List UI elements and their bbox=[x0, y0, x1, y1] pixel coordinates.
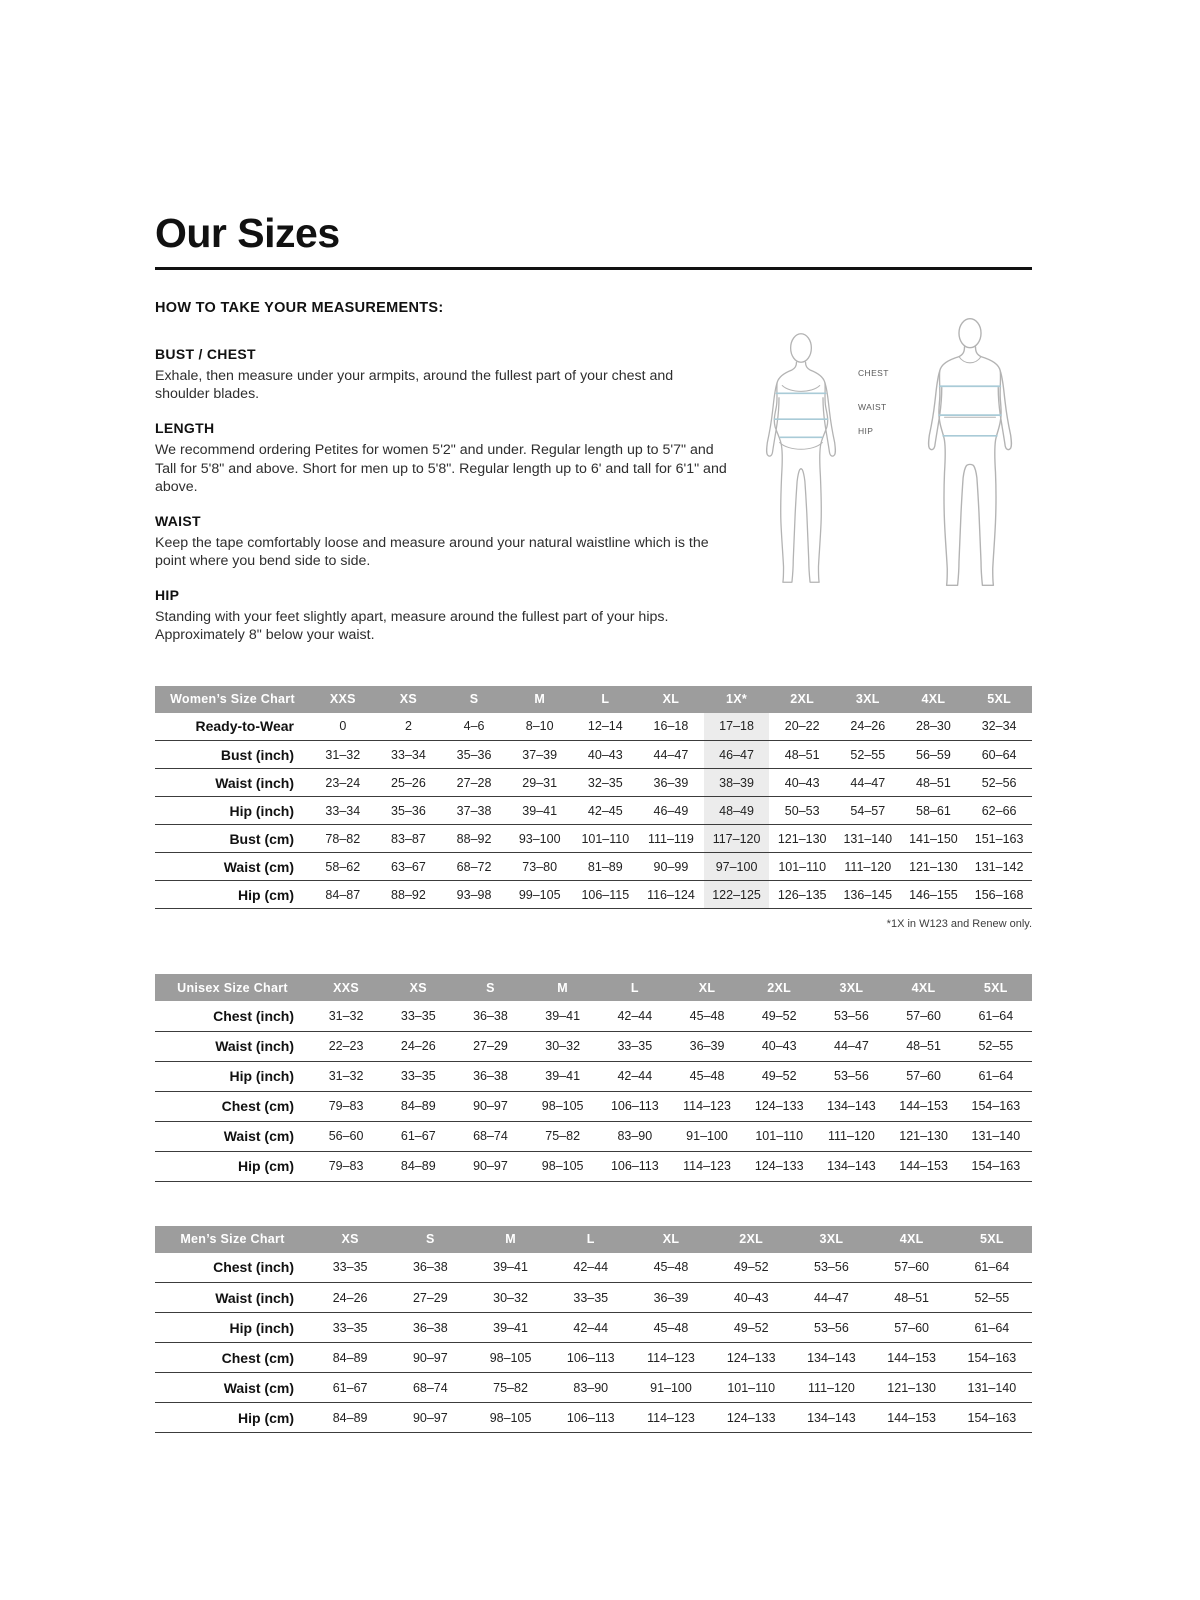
size-column-header: XS bbox=[376, 686, 442, 713]
row-label: Chest (cm) bbox=[221, 1098, 294, 1115]
size-cell: 53–56 bbox=[814, 1260, 849, 1275]
instruction-heading: BUST / CHEST bbox=[155, 346, 256, 362]
size-cell: 45–48 bbox=[689, 1008, 725, 1023]
size-cell: 48–51 bbox=[906, 1039, 941, 1054]
size-cell: 88–92 bbox=[391, 887, 426, 902]
size-cell: 42–44 bbox=[573, 1320, 609, 1335]
size-cell: 61–64 bbox=[974, 1320, 1010, 1335]
size-cell: 52–55 bbox=[974, 1290, 1010, 1305]
table-row bbox=[155, 1001, 1032, 1031]
table-row bbox=[155, 825, 1032, 853]
size-column-header: 4XL bbox=[888, 974, 960, 1001]
table-header-row bbox=[155, 1226, 1032, 1253]
size-column-header: L bbox=[551, 1226, 631, 1253]
instruction-body: We recommend ordering Petites for women 5'2" and under. Regular length up to 5'7" and Tall for 5'8" and above. Short for men up to 5'8". Regular length up to 6' and tall for 6'1" and above. bbox=[155, 442, 727, 495]
size-cell: 52–56 bbox=[981, 775, 1017, 790]
instruction-bust-chest bbox=[155, 346, 730, 403]
size-cell: 8–10 bbox=[525, 719, 554, 734]
size-cell: 36–39 bbox=[653, 1290, 689, 1305]
row-label: Hip (cm) bbox=[238, 1158, 294, 1175]
size-cell: 91–100 bbox=[686, 1129, 728, 1144]
row-label: Waist (inch) bbox=[215, 1289, 294, 1306]
size-cell: 40–43 bbox=[587, 747, 623, 762]
size-cell: 90–97 bbox=[412, 1410, 448, 1425]
size-cell: 154–163 bbox=[971, 1099, 1021, 1114]
size-cell: 106–113 bbox=[566, 1350, 615, 1365]
size-cell: 33–35 bbox=[573, 1290, 609, 1305]
size-cell: 36–38 bbox=[412, 1320, 448, 1335]
womens-size-table bbox=[155, 686, 1032, 910]
size-column-header: 4XL bbox=[872, 1226, 952, 1253]
table-row bbox=[155, 797, 1032, 825]
size-column-header: L bbox=[599, 974, 671, 1001]
size-cell: 39–41 bbox=[522, 803, 558, 818]
instruction-waist bbox=[155, 513, 730, 570]
size-cell: 12–14 bbox=[587, 719, 623, 734]
size-cell: 114–123 bbox=[647, 1410, 695, 1425]
size-cell: 99–105 bbox=[518, 887, 561, 902]
size-cell: 61–67 bbox=[332, 1380, 368, 1395]
instruction-body: Standing with your feet slightly apart, measure around the fullest part of your hips. Approximately 8" below your waist. bbox=[155, 609, 669, 644]
size-cell: 30–32 bbox=[545, 1039, 581, 1054]
chest-line-label: CHEST bbox=[858, 368, 889, 378]
size-column-header: 5XL bbox=[952, 1226, 1032, 1253]
row-label: Ready-to-Wear bbox=[195, 718, 294, 735]
size-column-header: S bbox=[441, 686, 507, 713]
size-cell: 32–34 bbox=[981, 719, 1017, 734]
instructions-heading: HOW TO TAKE YOUR MEASUREMENTS: bbox=[155, 300, 444, 316]
womens-size-chart-section bbox=[155, 686, 1032, 931]
size-column-header: 4XL bbox=[901, 686, 967, 713]
size-cell: 124–133 bbox=[754, 1099, 804, 1114]
table-row bbox=[155, 1151, 1032, 1181]
size-cell: 58–61 bbox=[916, 803, 951, 818]
size-cell: 24–26 bbox=[332, 1290, 368, 1305]
table-row bbox=[155, 713, 1032, 741]
size-cell: 78–82 bbox=[325, 831, 361, 846]
size-cell: 31–32 bbox=[328, 1069, 364, 1084]
size-cell: 98–105 bbox=[489, 1350, 532, 1365]
row-label: Chest (cm) bbox=[221, 1349, 294, 1366]
size-cell: 144–153 bbox=[887, 1350, 936, 1365]
size-column-header: XL bbox=[631, 1226, 711, 1253]
row-label: Hip (cm) bbox=[238, 886, 294, 903]
size-cell: 52–55 bbox=[978, 1039, 1014, 1054]
size-cell: 141–150 bbox=[909, 831, 958, 846]
size-cell: 33–34 bbox=[391, 747, 426, 762]
page-title: Our Sizes bbox=[155, 210, 340, 256]
size-cell: 48–51 bbox=[916, 775, 951, 790]
size-cell: 131–140 bbox=[843, 831, 893, 846]
mens-size-chart-section bbox=[155, 1226, 1032, 1434]
size-cell: 57–60 bbox=[894, 1260, 930, 1275]
size-cell: 36–38 bbox=[412, 1260, 448, 1275]
size-cell: 33–34 bbox=[325, 803, 361, 818]
size-column-header: 3XL bbox=[815, 974, 887, 1001]
instruction-length bbox=[155, 420, 730, 496]
row-label: Waist (inch) bbox=[215, 1038, 294, 1055]
size-cell: 98–105 bbox=[541, 1099, 584, 1114]
size-cell: 156–168 bbox=[974, 887, 1024, 902]
size-cell: 93–100 bbox=[518, 831, 561, 846]
size-cell: 84–89 bbox=[400, 1159, 436, 1174]
size-cell: 114–123 bbox=[683, 1159, 731, 1174]
size-cell: 121–130 bbox=[909, 859, 958, 874]
size-cell: 84–89 bbox=[332, 1350, 368, 1365]
size-cell: 121–130 bbox=[899, 1129, 948, 1144]
size-cell: 28–30 bbox=[916, 719, 951, 734]
size-cell: 57–60 bbox=[894, 1320, 930, 1335]
size-cell: 90–97 bbox=[473, 1159, 508, 1174]
size-cell: 39–41 bbox=[545, 1069, 581, 1084]
size-cell: 29–31 bbox=[522, 775, 558, 790]
size-column-header: M bbox=[470, 1226, 550, 1253]
size-cell: 40–43 bbox=[761, 1039, 797, 1054]
size-cell: 39–41 bbox=[545, 1008, 581, 1023]
row-label: Hip (inch) bbox=[229, 1319, 294, 1336]
unisex-size-chart-section bbox=[155, 974, 1032, 1182]
size-cell: 35–36 bbox=[456, 747, 492, 762]
size-cell: 111–120 bbox=[844, 859, 892, 874]
size-cell: 2 bbox=[404, 719, 412, 734]
size-cell: 36–38 bbox=[473, 1008, 508, 1023]
size-cell: 83–87 bbox=[391, 831, 426, 846]
size-cell: 35–36 bbox=[391, 803, 426, 818]
size-cell: 79–83 bbox=[328, 1099, 364, 1114]
size-cell: 134–143 bbox=[827, 1099, 876, 1114]
size-cell: 154–163 bbox=[967, 1410, 1017, 1425]
size-cell: 40–43 bbox=[733, 1290, 769, 1305]
size-column-header: L bbox=[573, 686, 639, 713]
size-cell: 144–153 bbox=[899, 1159, 948, 1174]
size-cell: 56–60 bbox=[328, 1129, 364, 1144]
size-cell: 39–41 bbox=[493, 1260, 528, 1275]
row-label: Waist (cm) bbox=[223, 1379, 294, 1396]
size-cell: 136–145 bbox=[843, 887, 893, 902]
size-cell: 121–130 bbox=[887, 1380, 936, 1395]
size-cell: 98–105 bbox=[541, 1159, 584, 1174]
title-divider bbox=[155, 267, 1032, 270]
size-column-header: XS bbox=[310, 1226, 390, 1253]
table-row bbox=[155, 1121, 1032, 1151]
size-cell: 53–56 bbox=[834, 1069, 869, 1084]
size-cell: 33–35 bbox=[400, 1069, 436, 1084]
figure-measure-labels bbox=[856, 288, 908, 628]
size-column-header: 3XL bbox=[791, 1226, 871, 1253]
table-title: Unisex Size Chart bbox=[155, 974, 310, 1001]
size-cell: 117–120 bbox=[704, 825, 770, 853]
measurement-section bbox=[155, 300, 1032, 662]
size-column-header: XXS bbox=[310, 974, 382, 1001]
size-cell: 57–60 bbox=[906, 1008, 941, 1023]
size-cell: 32–35 bbox=[587, 775, 623, 790]
size-cell: 81–89 bbox=[587, 859, 623, 874]
table-title: Men’s Size Chart bbox=[155, 1226, 310, 1253]
instruction-heading: LENGTH bbox=[155, 420, 215, 437]
size-column-header: 5XL bbox=[960, 974, 1032, 1001]
size-cell: 49–52 bbox=[761, 1069, 797, 1084]
size-cell: 111–120 bbox=[828, 1129, 875, 1144]
size-cell: 23–24 bbox=[325, 775, 361, 790]
size-cell: 84–89 bbox=[400, 1099, 436, 1114]
size-cell: 31–32 bbox=[328, 1008, 364, 1023]
instruction-hip bbox=[155, 587, 730, 644]
size-cell: 46–49 bbox=[653, 803, 689, 818]
size-cell: 33–35 bbox=[332, 1260, 368, 1275]
row-label: Chest (inch) bbox=[213, 1007, 294, 1024]
size-cell: 17–18 bbox=[704, 713, 770, 741]
size-column-header: XL bbox=[638, 686, 704, 713]
table-row bbox=[155, 1373, 1032, 1403]
size-cell: 33–35 bbox=[617, 1039, 653, 1054]
row-label: Hip (inch) bbox=[229, 1068, 294, 1085]
size-cell: 106–115 bbox=[581, 887, 630, 902]
size-cell: 45–48 bbox=[653, 1260, 689, 1275]
row-label: Bust (inch) bbox=[220, 746, 294, 763]
unisex-size-table bbox=[155, 974, 1032, 1182]
size-cell: 154–163 bbox=[967, 1350, 1017, 1365]
row-label: Hip (inch) bbox=[229, 802, 294, 819]
instruction-heading: HIP bbox=[155, 587, 180, 604]
size-cell: 61–64 bbox=[974, 1260, 1010, 1275]
size-cell: 37–38 bbox=[456, 803, 492, 818]
size-cell: 44–47 bbox=[814, 1290, 849, 1305]
size-cell: 49–52 bbox=[733, 1320, 769, 1335]
table-row bbox=[155, 1283, 1032, 1313]
table-header-row bbox=[155, 974, 1032, 1001]
size-cell: 42–44 bbox=[617, 1008, 653, 1023]
size-cell: 38–39 bbox=[704, 769, 770, 797]
size-cell: 45–48 bbox=[653, 1320, 689, 1335]
row-label: Waist (inch) bbox=[215, 774, 294, 791]
size-cell: 90–99 bbox=[653, 859, 689, 874]
row-label: Hip (cm) bbox=[238, 1409, 294, 1426]
size-column-header: 2XL bbox=[711, 1226, 791, 1253]
size-column-header: 1X* bbox=[704, 686, 770, 713]
table-row bbox=[155, 881, 1032, 909]
row-label: Waist (cm) bbox=[223, 858, 294, 875]
size-cell: 106–113 bbox=[566, 1410, 615, 1425]
table-row bbox=[155, 1031, 1032, 1061]
size-cell: 91–100 bbox=[650, 1380, 692, 1395]
size-cell: 61–64 bbox=[978, 1008, 1014, 1023]
size-column-header: M bbox=[507, 686, 573, 713]
size-cell: 146–155 bbox=[909, 887, 958, 902]
size-column-header: S bbox=[454, 974, 526, 1001]
size-cell: 24–26 bbox=[400, 1039, 436, 1054]
size-cell: 48–49 bbox=[704, 797, 770, 825]
row-label: Waist (cm) bbox=[223, 1128, 294, 1145]
size-cell: 106–113 bbox=[610, 1159, 659, 1174]
size-column-header: XXS bbox=[310, 686, 376, 713]
size-cell: 126–135 bbox=[777, 887, 827, 902]
size-cell: 31–32 bbox=[325, 747, 361, 762]
size-cell: 61–64 bbox=[978, 1069, 1014, 1084]
womens-table-footnote: *1X in W123 and Renew only. bbox=[886, 918, 1032, 931]
size-cell: 84–87 bbox=[325, 887, 361, 902]
size-cell: 48–51 bbox=[894, 1290, 930, 1305]
size-cell: 27–29 bbox=[473, 1039, 508, 1054]
size-cell: 52–55 bbox=[850, 747, 886, 762]
size-cell: 36–39 bbox=[653, 775, 689, 790]
size-cell: 75–82 bbox=[545, 1129, 581, 1144]
table-row bbox=[155, 1343, 1032, 1373]
table-row bbox=[155, 1253, 1032, 1283]
size-column-header: 2XL bbox=[743, 974, 815, 1001]
size-cell: 37–39 bbox=[522, 747, 558, 762]
size-cell: 68–74 bbox=[412, 1380, 448, 1395]
size-cell: 79–83 bbox=[328, 1159, 364, 1174]
measurement-instructions bbox=[155, 300, 730, 662]
size-cell: 25–26 bbox=[391, 775, 426, 790]
measurement-figures bbox=[746, 288, 1032, 662]
size-cell: 33–35 bbox=[400, 1008, 436, 1023]
size-cell: 114–123 bbox=[683, 1099, 731, 1114]
size-column-header: M bbox=[527, 974, 599, 1001]
male-figure-illustration bbox=[908, 288, 1032, 636]
hip-line-label: HIP bbox=[858, 426, 874, 436]
size-cell: 124–133 bbox=[754, 1159, 804, 1174]
instruction-body: Keep the tape comfortably loose and measure around your natural waistline which is the point where you bend side to side. bbox=[155, 534, 709, 570]
size-cell: 53–56 bbox=[834, 1008, 869, 1023]
size-cell: 33–35 bbox=[332, 1320, 368, 1335]
size-cell: 88–92 bbox=[456, 831, 492, 846]
size-cell: 124–133 bbox=[726, 1350, 776, 1365]
size-cell: 63–67 bbox=[391, 859, 426, 874]
size-cell: 116–124 bbox=[647, 887, 695, 902]
size-cell: 83–90 bbox=[573, 1380, 609, 1395]
size-cell: 114–123 bbox=[647, 1350, 695, 1365]
size-cell: 97–100 bbox=[704, 853, 770, 881]
size-cell: 42–44 bbox=[573, 1260, 609, 1275]
size-cell: 101–110 bbox=[755, 1129, 804, 1144]
size-cell: 68–74 bbox=[473, 1129, 508, 1144]
size-cell: 36–38 bbox=[473, 1069, 508, 1084]
size-cell: 54–57 bbox=[850, 803, 886, 818]
size-cell: 53–56 bbox=[814, 1320, 849, 1335]
table-row bbox=[155, 1313, 1032, 1343]
size-cell: 124–133 bbox=[726, 1410, 776, 1425]
size-cell: 151–163 bbox=[974, 831, 1024, 846]
instruction-heading: WAIST bbox=[155, 512, 201, 529]
size-cell: 73–80 bbox=[522, 859, 558, 874]
size-cell: 44–47 bbox=[850, 775, 886, 790]
size-cell: 44–47 bbox=[834, 1039, 869, 1054]
size-column-header: 2XL bbox=[769, 686, 835, 713]
size-cell: 24–26 bbox=[850, 719, 886, 734]
content-column bbox=[155, 0, 1032, 1433]
size-cell: 75–82 bbox=[493, 1380, 528, 1395]
size-cell: 98–105 bbox=[489, 1410, 532, 1425]
table-header-row bbox=[155, 686, 1032, 713]
size-cell: 90–97 bbox=[473, 1099, 508, 1114]
size-cell: 134–143 bbox=[807, 1410, 856, 1425]
size-cell: 144–153 bbox=[887, 1410, 936, 1425]
size-cell: 40–43 bbox=[784, 775, 820, 790]
size-cell: 83–90 bbox=[617, 1129, 653, 1144]
size-cell: 68–72 bbox=[456, 859, 492, 874]
size-cell: 111–119 bbox=[647, 831, 694, 846]
waist-line-label: WAIST bbox=[858, 402, 887, 412]
size-column-header: 3XL bbox=[835, 686, 901, 713]
row-label: Bust (cm) bbox=[229, 830, 294, 847]
size-column-header: S bbox=[390, 1226, 470, 1253]
size-cell: 42–44 bbox=[617, 1069, 653, 1084]
size-cell: 111–120 bbox=[808, 1380, 855, 1395]
table-row bbox=[155, 741, 1032, 769]
table-row bbox=[155, 1061, 1032, 1091]
size-cell: 39–41 bbox=[493, 1320, 528, 1335]
size-cell: 4–6 bbox=[463, 719, 485, 734]
size-cell: 44–47 bbox=[653, 747, 689, 762]
size-cell: 60–64 bbox=[981, 747, 1017, 762]
size-cell: 27–28 bbox=[456, 775, 492, 790]
size-cell: 144–153 bbox=[899, 1099, 948, 1114]
size-cell: 131–140 bbox=[967, 1380, 1017, 1395]
size-cell: 42–45 bbox=[587, 803, 623, 818]
size-cell: 16–18 bbox=[653, 719, 689, 734]
table-row bbox=[155, 1091, 1032, 1121]
size-cell: 56–59 bbox=[916, 747, 951, 762]
size-cell: 0 bbox=[339, 719, 347, 734]
size-cell: 30–32 bbox=[493, 1290, 528, 1305]
size-cell: 62–66 bbox=[981, 803, 1017, 818]
female-figure-illustration bbox=[746, 288, 856, 628]
size-cell: 61–67 bbox=[400, 1129, 436, 1144]
size-cell: 50–53 bbox=[784, 803, 820, 818]
size-cell: 101–110 bbox=[778, 859, 827, 874]
size-cell: 121–130 bbox=[777, 831, 827, 846]
table-row bbox=[155, 853, 1032, 881]
size-column-header: 5XL bbox=[966, 686, 1032, 713]
size-cell: 36–39 bbox=[689, 1039, 725, 1054]
size-cell: 131–140 bbox=[971, 1129, 1021, 1144]
size-cell: 101–110 bbox=[581, 831, 630, 846]
size-cell: 154–163 bbox=[971, 1159, 1021, 1174]
size-cell: 22–23 bbox=[328, 1039, 364, 1054]
size-cell: 58–62 bbox=[325, 859, 361, 874]
size-column-header: XL bbox=[671, 974, 743, 1001]
size-cell: 48–51 bbox=[784, 747, 820, 762]
table-row bbox=[155, 1403, 1032, 1433]
size-cell: 27–29 bbox=[412, 1290, 448, 1305]
table-row bbox=[155, 769, 1032, 797]
size-cell: 46–47 bbox=[704, 741, 770, 769]
instruction-body: Exhale, then measure under your armpits, around the fullest part of your chest and shoulder blades. bbox=[155, 368, 674, 403]
size-cell: 49–52 bbox=[733, 1260, 769, 1275]
size-cell: 84–89 bbox=[332, 1410, 368, 1425]
mens-size-table bbox=[155, 1226, 1032, 1434]
size-cell: 49–52 bbox=[761, 1008, 797, 1023]
table-title: Women’s Size Chart bbox=[155, 686, 310, 713]
size-cell: 93–98 bbox=[456, 887, 492, 902]
size-column-header: XS bbox=[382, 974, 454, 1001]
size-cell: 134–143 bbox=[827, 1159, 876, 1174]
size-cell: 57–60 bbox=[906, 1069, 941, 1084]
size-cell: 90–97 bbox=[412, 1350, 448, 1365]
size-cell: 134–143 bbox=[807, 1350, 856, 1365]
size-cell: 122–125 bbox=[704, 881, 770, 909]
size-cell: 106–113 bbox=[610, 1099, 659, 1114]
size-cell: 101–110 bbox=[727, 1380, 776, 1395]
row-label: Chest (inch) bbox=[213, 1259, 294, 1276]
size-cell: 20–22 bbox=[784, 719, 820, 734]
size-cell: 131–142 bbox=[974, 859, 1024, 874]
size-cell: 45–48 bbox=[689, 1069, 725, 1084]
